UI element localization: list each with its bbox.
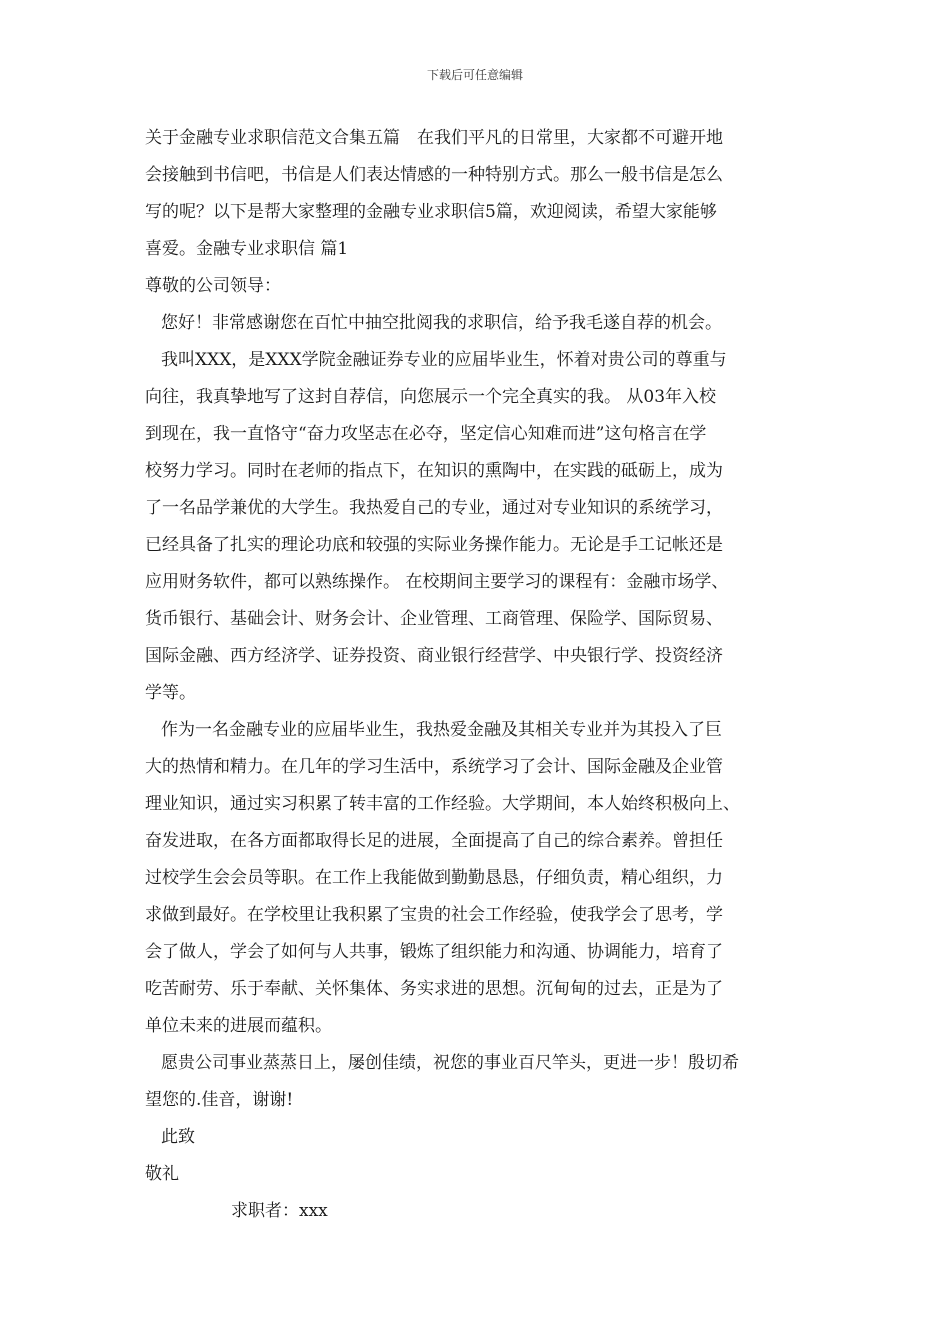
- text-line: 作为一名金融专业的应届毕业生，我热爱金融及其相关专业并为其投入了巨: [161, 720, 722, 740]
- text-line: 到现在，我一直恪守“奋力攻坚志在必夺，坚定信心知难而进”这句格言在学: [145, 424, 707, 444]
- text-line: 已经具备了扎实的理论功底和较强的实际业务操作能力。无论是手工记帐还是: [145, 535, 723, 555]
- signature-line: 求职者：xxx: [231, 1201, 328, 1221]
- text-line: 求做到最好。在学校里让我积累了宝贵的社会工作经验，使我学会了思考，学: [145, 905, 723, 925]
- text-line: 我叫XXX，是XXX学院金融证券专业的应届毕业生，怀着对贵公司的尊重与: [161, 350, 727, 370]
- text-line: 了一名品学兼优的大学生。我热爱自己的专业，通过对专业知识的系统学习，: [145, 498, 723, 518]
- text-line: 望您的.佳音，谢谢!: [145, 1090, 294, 1110]
- text-line: 会了做人，学会了如何与人共事，锻炼了组织能力和沟通、协调能力，培育了: [145, 942, 723, 962]
- text-line: 写的呢？以下是帮大家整理的金融专业求职信5篇，欢迎阅读，希望大家能够: [145, 202, 717, 222]
- text-line: 奋发进取，在各方面都取得长足的进展，全面提高了自己的综合素养。曾担任: [145, 831, 723, 851]
- text-line: 关于金融专业求职信范文合集五篇 在我们平凡的日常里，大家都不可避开地: [145, 128, 723, 148]
- text-line: 学等。: [145, 683, 196, 703]
- text-line: 单位未来的进展而蕴积。: [145, 1016, 332, 1036]
- text-line: 过校学生会会员等职。在工作上我能做到勤勤恳恳，仔细负责，精心组织，力: [145, 868, 723, 888]
- page-header: 下载后可任意编辑: [426, 68, 523, 82]
- text-line: 国际金融、西方经济学、证券投资、商业银行经营学、中央银行学、投资经济: [145, 646, 723, 666]
- text-line: 货币银行、基础会计、财务会计、企业管理、工商管理、保险学、国际贸易、: [145, 609, 723, 629]
- letter-body: [145, 120, 810, 1230]
- text-line: 大的热情和精力。在几年的学习生活中，系统学习了会计、国际金融及企业管: [145, 757, 723, 777]
- text-line: 向往，我真挚地写了这封自荐信，向您展示一个完全真实的我。 从03年入校: [145, 387, 717, 407]
- text-line: 吃苦耐劳、乐于奉献、关怀集体、务实求进的思想。沉甸甸的过去，正是为了: [145, 979, 723, 999]
- closing-regards: 敬礼: [145, 1164, 179, 1184]
- closing-line: 此致: [161, 1127, 195, 1147]
- text-line: 应用财务软件，都可以熟练操作。 在校期间主要学习的课程有：金融市场学、: [145, 572, 729, 592]
- text-line: 会接触到书信吧，书信是人们表达情感的一种特别方式。那么一般书信是怎么: [145, 165, 723, 185]
- text-line: 喜爱。金融专业求职信 篇1: [145, 239, 349, 259]
- text-line: 校努力学习。同时在老师的指点下，在知识的熏陶中，在实践的砥砺上，成为: [145, 461, 723, 481]
- greeting-line: 您好！非常感谢您在百忙中抽空批阅我的求职信，给予我毛遂自荐的机会。: [161, 313, 722, 333]
- text-line: 理业知识，通过实习积累了转丰富的工作经验。大学期间，本人始终积极向上、: [145, 794, 740, 814]
- text-line: 愿贵公司事业蒸蒸日上，屡创佳绩，祝您的事业百尺竿头，更进一步！殷切希: [161, 1053, 739, 1073]
- salutation: 尊敬的公司领导：: [145, 276, 281, 296]
